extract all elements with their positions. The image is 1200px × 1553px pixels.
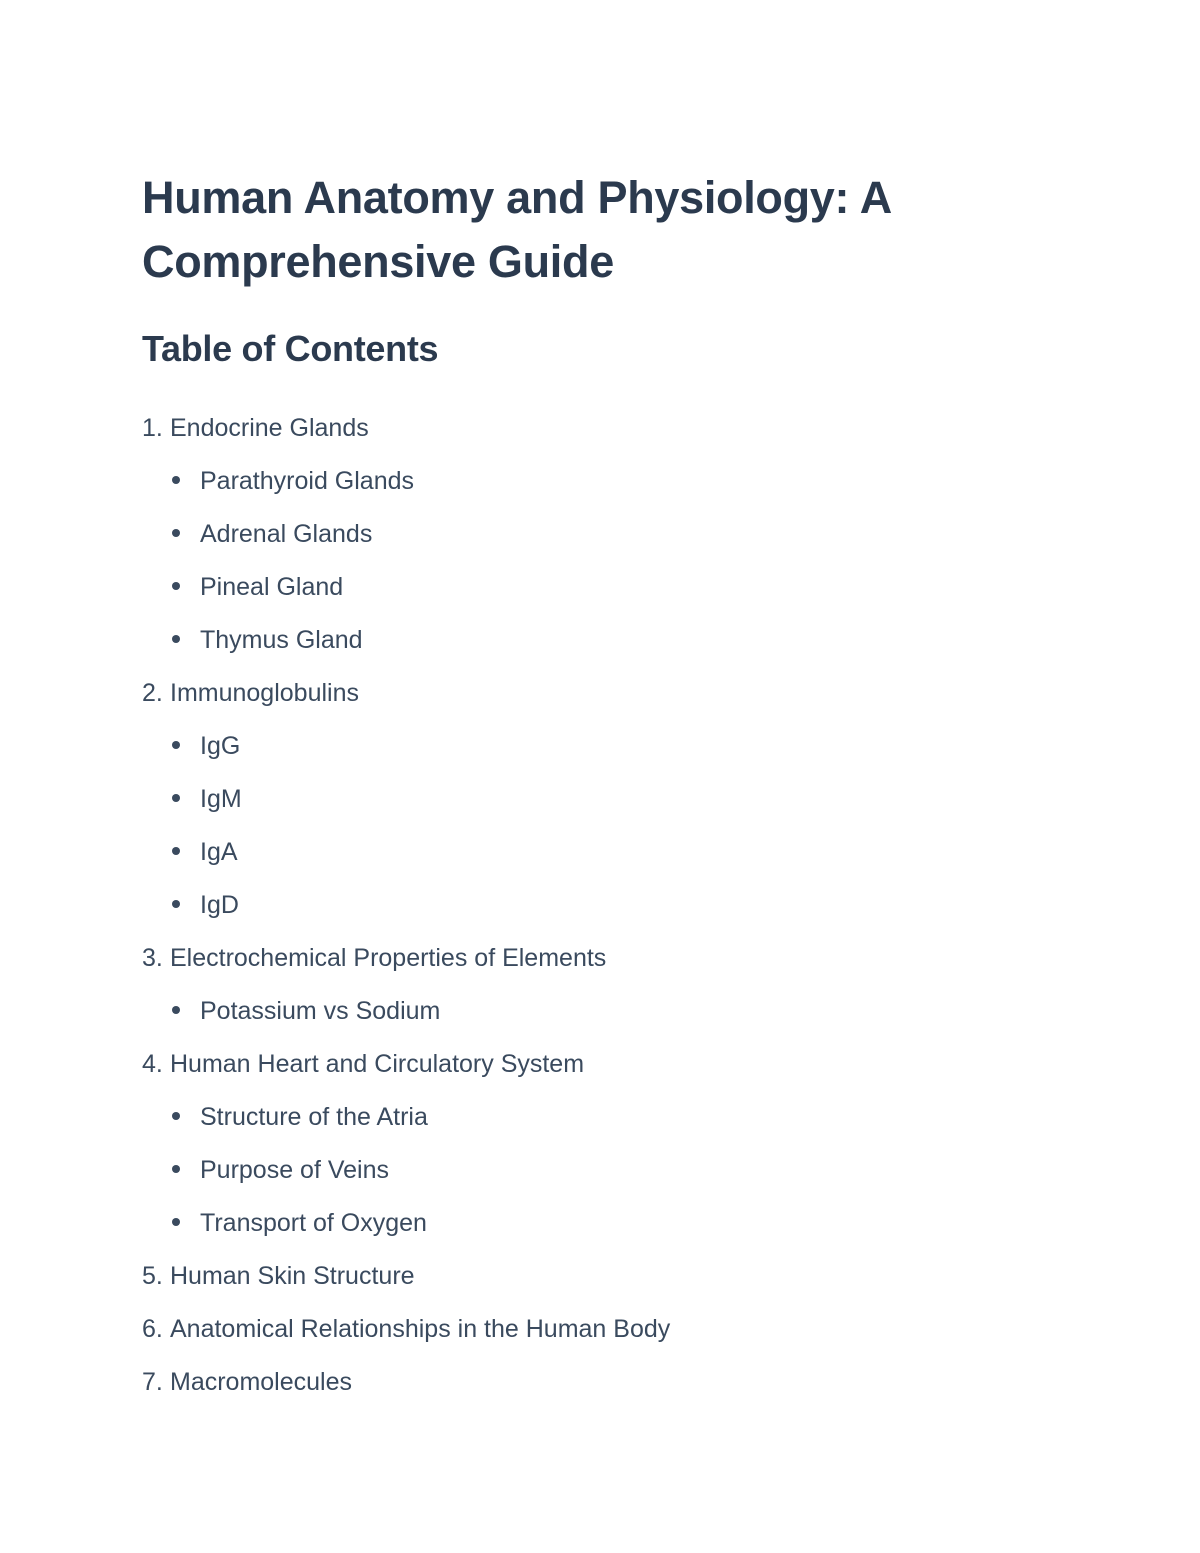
toc-section: [142, 1038, 1042, 1091]
toc-section: [142, 1303, 1042, 1356]
toc-subitem-label: Potassium vs Sodium: [200, 997, 441, 1025]
toc-subitem-label: Parathyroid Glands: [200, 467, 415, 495]
toc-section-number: 5.: [142, 1262, 163, 1290]
toc-subitem: [142, 614, 1042, 667]
toc-section: [142, 667, 1042, 720]
toc-section-label: Macromolecules: [170, 1368, 353, 1396]
bullet-icon: [172, 1165, 180, 1173]
toc-section-number: 6.: [142, 1315, 163, 1343]
document-title: Human Anatomy and Physiology: A Comprehensive Guide: [142, 172, 891, 287]
bullet-icon: [172, 635, 180, 643]
toc-section: [142, 1250, 1042, 1303]
toc-section-number: 7.: [142, 1368, 163, 1396]
toc-subitem: [142, 1197, 1042, 1250]
toc-subitem: [142, 773, 1042, 826]
bullet-icon: [172, 847, 180, 855]
toc-section: [142, 402, 1042, 455]
toc-section-number: 1.: [142, 414, 163, 442]
toc-section-number: 3.: [142, 944, 163, 972]
toc-section-label: Human Skin Structure: [170, 1262, 415, 1290]
toc-section-label: Immunoglobulins: [170, 679, 359, 707]
toc-section: [142, 932, 1042, 985]
bullet-icon: [172, 741, 180, 749]
toc-subitem-label: Pineal Gland: [200, 573, 344, 601]
toc-subitem: [142, 985, 1042, 1038]
bullet-icon: [172, 1112, 180, 1120]
toc-subitem-label: IgA: [200, 838, 238, 866]
toc-subitem-label: Adrenal Glands: [200, 520, 373, 548]
toc-subitem: [142, 455, 1042, 508]
toc-subitem-label: Transport of Oxygen: [200, 1209, 427, 1237]
toc-subitem: [142, 508, 1042, 561]
toc-section-label: Electrochemical Properties of Elements: [170, 944, 607, 972]
toc-subitem-label: IgG: [200, 732, 241, 760]
toc-section-label: Human Heart and Circulatory System: [170, 1050, 585, 1078]
toc-section-label: Anatomical Relationships in the Human Body: [170, 1315, 671, 1343]
toc-subitem: [142, 826, 1042, 879]
table-of-contents: [142, 402, 1042, 1409]
toc-subitem-label: Purpose of Veins: [200, 1156, 390, 1184]
toc-subitem-label: IgD: [200, 891, 239, 919]
bullet-icon: [172, 1218, 180, 1226]
toc-subitem: [142, 720, 1042, 773]
toc-subitem: [142, 1091, 1042, 1144]
document-page: [142, 166, 1042, 1409]
toc-heading: Table of Contents: [142, 328, 439, 369]
toc-section: [142, 1356, 1042, 1409]
toc-subitem-label: Structure of the Atria: [200, 1103, 428, 1131]
toc-subitem: [142, 1144, 1042, 1197]
bullet-icon: [172, 900, 180, 908]
toc-subitem: [142, 879, 1042, 932]
toc-subitem-label: Thymus Gland: [200, 626, 363, 654]
toc-section-number: 4.: [142, 1050, 163, 1078]
toc-section-number: 2.: [142, 679, 163, 707]
toc-subitem: [142, 561, 1042, 614]
bullet-icon: [172, 794, 180, 802]
toc-subitem-label: IgM: [200, 785, 242, 813]
bullet-icon: [172, 476, 180, 484]
toc-section-label: Endocrine Glands: [170, 414, 369, 442]
bullet-icon: [172, 529, 180, 537]
bullet-icon: [172, 1006, 180, 1014]
bullet-icon: [172, 582, 180, 590]
